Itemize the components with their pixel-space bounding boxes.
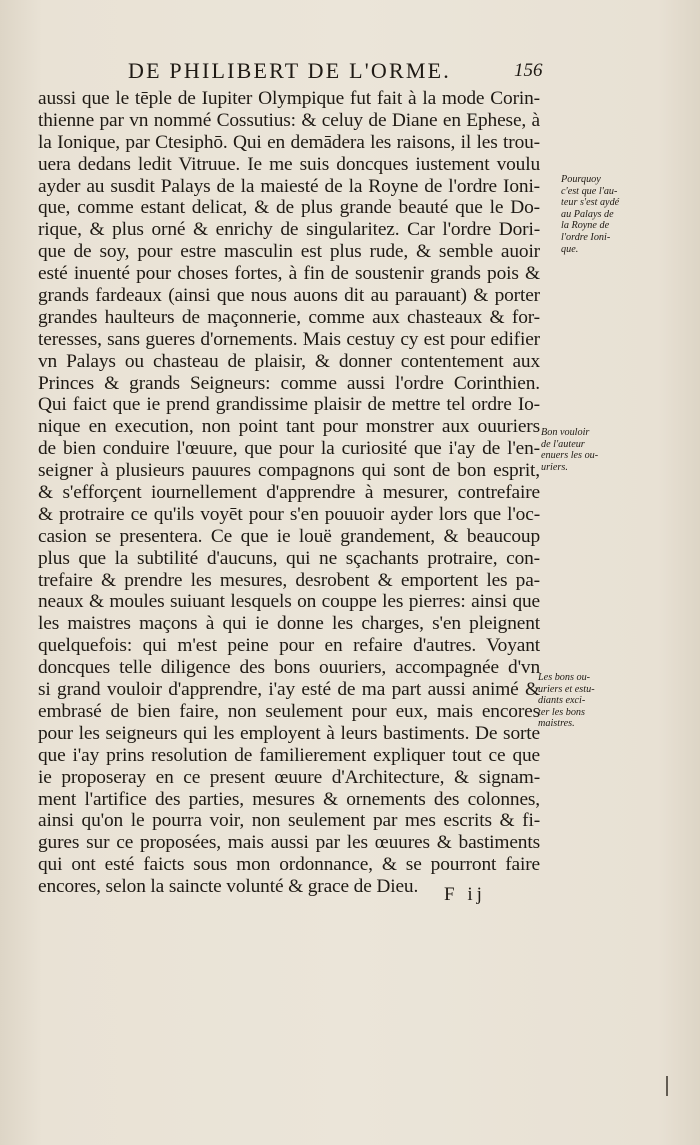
margin-note-author-goodwill bbox=[541, 427, 641, 473]
text-line: si grand vouloir d'apprendre, i'ay esté de ma part aussi animé & bbox=[38, 679, 540, 701]
text-line: casion se presentera. Ce que ie louë grandement, & beaucoup bbox=[38, 525, 540, 547]
page-edge-mark bbox=[666, 1076, 668, 1096]
page-number: 156 bbox=[514, 60, 543, 81]
signature-mark: F ij bbox=[444, 884, 486, 905]
text-line: neaux & moules suiuant lesquels on couppe les pierres: ainsi que bbox=[38, 591, 540, 613]
text-line: que, comme estant delicat, & de plus grande beauté que le Do- bbox=[38, 197, 540, 219]
text-line: quelquefois: qui m'est peine pour en refaire d'autres. Voyant bbox=[38, 635, 540, 657]
margin-note-line: la Royne de bbox=[561, 220, 610, 232]
text-line: que de soy, pour estre masculin est plus rude, & semble auoir bbox=[38, 241, 540, 263]
margin-note-line: Bon vouloir bbox=[541, 427, 590, 438]
text-line: de bien conduire l'œuure, que pour la curiosité que i'ay de l'en- bbox=[38, 438, 540, 460]
margin-note-line: c'est que l'au- bbox=[561, 185, 618, 197]
text-line: aussi que le tēple de Iupiter Olympique fut fait à la mode Corin- bbox=[38, 88, 540, 109]
margin-note-line: uriers. bbox=[541, 461, 568, 473]
margin-note-line: Les bons ou- bbox=[538, 672, 591, 683]
margin-note-line: Pourquoy bbox=[561, 174, 601, 185]
margin-note-order-choice bbox=[561, 174, 661, 255]
text-line: pour les seigneurs qui les employent à leurs bastiments. De sorte bbox=[38, 722, 540, 744]
text-line: teresses, sans gueres d'ornements. Mais cestuy cy est pour edifier bbox=[38, 328, 540, 350]
margin-note-line: au Palays de bbox=[561, 208, 614, 220]
margin-note-line: de l'auteur bbox=[541, 438, 585, 450]
running-head: DE PHILIBERT DE L'ORME. bbox=[128, 58, 451, 83]
text-line: gures sur ce proposées, mais aussi par les œuures & bastiments bbox=[38, 832, 540, 854]
margin-note-line: diants exci- bbox=[538, 695, 586, 707]
text-line: que i'ay prins resolution de familierement expliquer tout ce que bbox=[38, 744, 540, 766]
text-line: encores, selon la saincte volunté & grace de Dieu. bbox=[38, 876, 419, 898]
text-line: vn Palays ou chasteau de plaisir, & donner contentement aux bbox=[38, 350, 540, 372]
text-line: nique en execution, non point tant pour monstrer aux ouuriers bbox=[38, 416, 540, 438]
text-line: & protraire ce qu'ils voyēt pour s'en pouuoir ayder lors que l'oc- bbox=[38, 503, 540, 525]
text-line: qui ont esté faicts sous mon ordonnance, & se pourront faire bbox=[38, 854, 540, 876]
text-line: grandes haulteurs de maçonnerie, comme aux chasteaux & for- bbox=[38, 306, 540, 328]
margin-note-line: enuers les ou- bbox=[541, 450, 599, 462]
text-line: plus que la subtilité d'aucuns, qui ne sçachants protraire, con- bbox=[38, 547, 540, 569]
text-line: ment l'artifice des parties, mesures & ornements des colonnes, bbox=[38, 788, 540, 810]
margin-note-line: ter les bons bbox=[538, 706, 585, 718]
margin-note-line: que. bbox=[561, 243, 579, 255]
body-text bbox=[38, 88, 540, 898]
text-line: uera dedans ledit Vitruue. Ie me suis doncques iustement voulu bbox=[38, 153, 540, 175]
text-line: ie proposeray en ce present œuure d'Architecture, & signam- bbox=[38, 766, 540, 788]
text-line: doncques telle diligence des bons ouuriers, accompagnée d'vn bbox=[38, 657, 540, 679]
text-line: ayder au susdit Palays de la maiesté de la Royne de l'ordre Ioni- bbox=[38, 175, 540, 197]
margin-note-line: teur s'est aydé bbox=[561, 197, 620, 209]
margin-note-line: maistres. bbox=[538, 718, 575, 730]
text-line: rique, & plus orné & enrichy de singularitez. Car l'ordre Dori- bbox=[38, 219, 540, 241]
text-line: embrasé de bien faire, non seulement pour eux, mais encores bbox=[38, 700, 540, 722]
page-header bbox=[128, 58, 548, 88]
text-line: Qui faict que ie prend grandissime plaisir de mettre tel ordre Io- bbox=[38, 394, 540, 416]
margin-note-good-workers bbox=[538, 672, 638, 730]
text-line: & s'efforçent iournellement d'apprendre à mesurer, contrefaire bbox=[38, 482, 540, 504]
text-line: thienne par vn nommé Cossutius: & celuy de Diane en Ephese, à bbox=[38, 109, 540, 131]
text-line: grands fardeaux (ainsi que nous auons dit au parauant) & porter bbox=[38, 285, 540, 307]
text-line: ainsi qu'on le pourra voir, non seulement par mes escrits & fi- bbox=[38, 810, 540, 832]
text-line: seigner à plusieurs pauures compagnons qui sont de bon esprit, bbox=[38, 460, 540, 482]
text-line: la Ionique, par Ctesiphō. Qui en demādera les raisons, il les trou- bbox=[38, 131, 540, 153]
margin-note-line: l'ordre Ioni- bbox=[561, 231, 611, 243]
margin-note-line: uriers et estu- bbox=[538, 683, 595, 695]
text-line: trefaire & prendre les mesures, desrobent & emportent les pa- bbox=[38, 569, 540, 591]
text-line: esté inuenté pour choses fortes, à fin de soustenir grands pois & bbox=[38, 263, 540, 285]
text-line: les maistres maçons à qui ie donne les charges, s'en pleignent bbox=[38, 613, 540, 635]
text-line: Princes & grands Seigneurs: comme aussi l'ordre Corinthien. bbox=[38, 372, 540, 394]
